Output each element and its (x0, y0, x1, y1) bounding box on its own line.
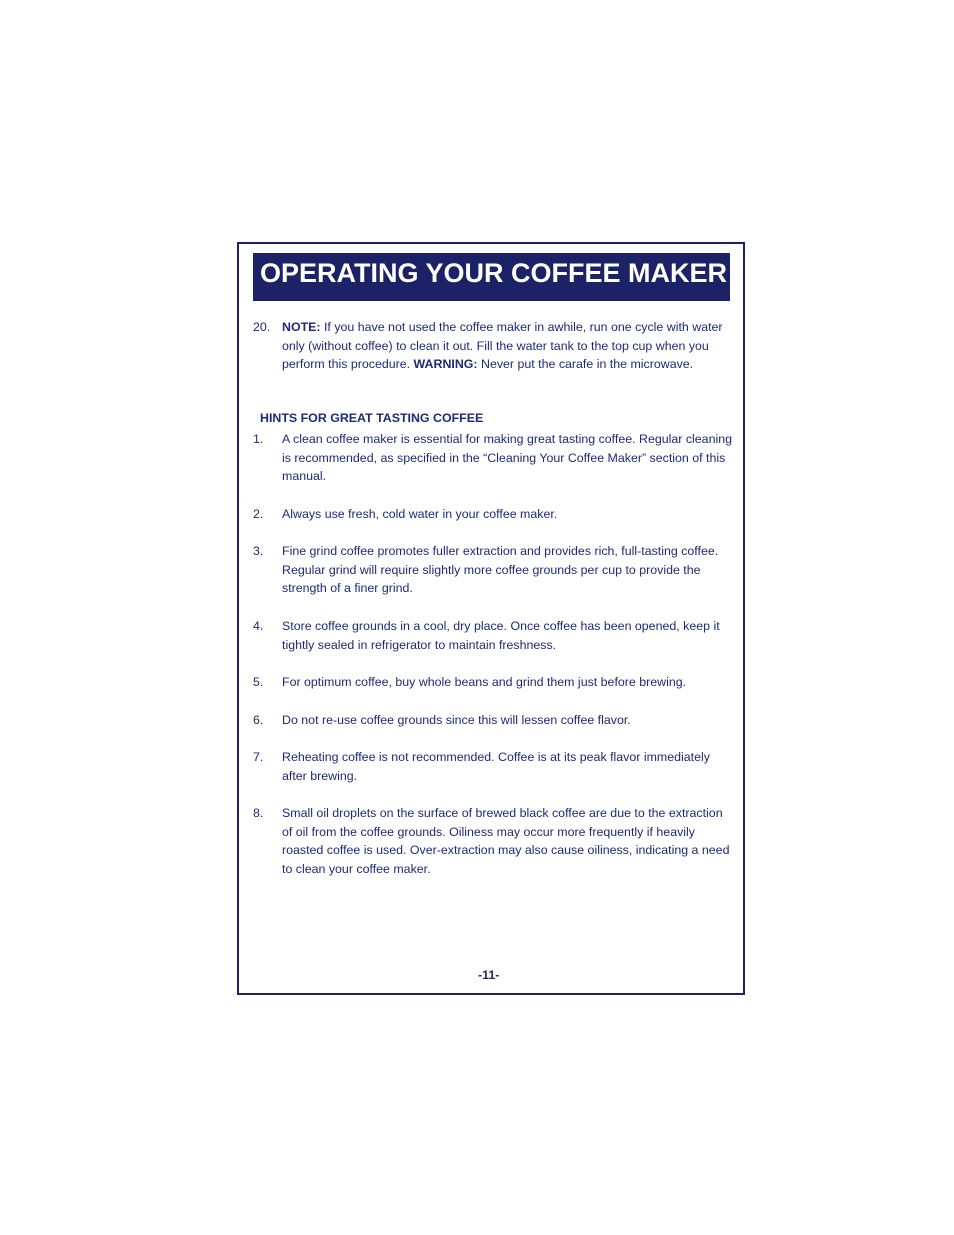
list-item-text: For optimum coffee, buy whole beans and grind them just before brewing. (282, 675, 687, 689)
list-item-text: A clean coffee maker is essential for making great tasting coffee. Regular cleaning is recommended, as specified in the “Cleaning Your Coffee Maker” section of this manual. (282, 432, 732, 484)
warning-text: Never put the carafe in the microwave. (477, 357, 694, 372)
list-item-number: 1. (253, 432, 264, 446)
list-item-number: 8. (253, 806, 264, 820)
list-item-number: 4. (253, 619, 264, 633)
list-item-number: 5. (253, 675, 264, 689)
note-label: NOTE: (282, 320, 321, 334)
list-item-text: Fine grind coffee promotes fuller extraction and provides rich, full-tasting coffee. Regular grind will require slightly more coffee grounds per cup to provide the strength of a finer grind. (282, 544, 719, 596)
list-item-text: Small oil droplets on the surface of brewed black coffee are due to the extraction of oil from the coffee grounds. Oiliness may occur more frequently if heavily roasted coffee is used. Over-extraction may also cause oiliness, indicating a need to clean your coffee maker. (282, 806, 730, 877)
list-item-text: Reheating coffee is not recommended. Coffee is at its peak flavor immediately after brewing. (282, 750, 710, 783)
title-banner (253, 253, 730, 301)
note-text: If you have not used the coffee maker in awhile, run one cycle with water only (without coffee) to clean it out. Fill the water tank to the top cup when you perform this procedure. (282, 320, 723, 372)
page-title: OPERATING YOUR COFFEE MAKER (260, 258, 728, 288)
list-item-number: 2. (253, 507, 264, 521)
note-item-number: 20. (253, 320, 271, 334)
list-item-text: Always use fresh, cold water in your coffee maker. (282, 507, 558, 521)
page-number: -11- (478, 968, 500, 982)
list-item-number: 3. (253, 544, 264, 558)
list-item-number: 7. (253, 750, 264, 764)
note-item-text (282, 318, 732, 374)
hints-heading: HINTS FOR GREAT TASTING COFFEE (260, 411, 484, 425)
list-item-text: Store coffee grounds in a cool, dry place. Once coffee has been opened, keep it tightly sealed in refrigerator to maintain freshness. (282, 619, 720, 652)
list-item-number: 6. (253, 713, 264, 727)
warning-label: WARNING: (413, 357, 478, 372)
list-item-text: Do not re-use coffee grounds since this will lessen coffee flavor. (282, 713, 631, 727)
